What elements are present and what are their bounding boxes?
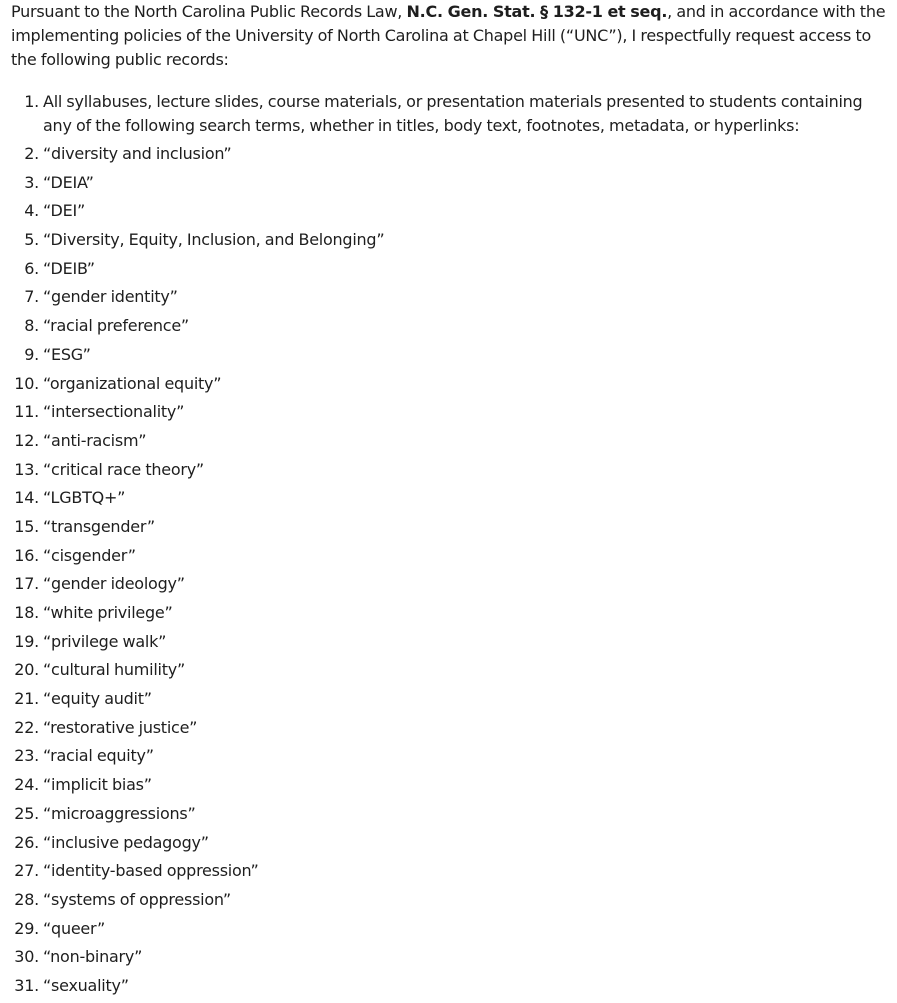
statute-citation: N.C. Gen. Stat. § 132-1 et seq. <box>406 2 668 21</box>
list-item-request <box>0 90 897 138</box>
list-item-term <box>0 744 897 768</box>
list-item-text: “sexuality” <box>43 975 129 995</box>
list-item-text: “anti-racism” <box>43 430 147 450</box>
list-item-number: 17. <box>14 574 39 594</box>
list-item-term <box>0 802 897 826</box>
list-item-number: 1. <box>24 92 39 111</box>
list-item-term <box>0 888 897 912</box>
list-item-text: “white privilege” <box>43 603 173 622</box>
list-item-number: 7. <box>24 287 39 307</box>
intro-paragraph <box>11 0 891 72</box>
list-item-text: “racial equity” <box>43 746 154 766</box>
list-item-term <box>0 257 897 281</box>
list-item-text: “inclusive pedagogy” <box>43 832 209 852</box>
list-item-term <box>0 142 897 166</box>
list-item-term <box>0 228 897 252</box>
list-item-number: 26. <box>14 832 39 852</box>
list-item-text: “restorative justice” <box>43 717 198 737</box>
list-item-term <box>0 658 897 682</box>
list-item-number: 29. <box>14 918 39 938</box>
list-item-text: “cisgender” <box>43 545 136 565</box>
list-item-text: “systems of oppression” <box>43 889 231 909</box>
list-item-term <box>0 400 897 424</box>
list-item-term <box>0 458 897 482</box>
list-item-term <box>0 429 897 453</box>
list-item-text: “equity audit” <box>43 689 152 709</box>
list-item-number: 18. <box>14 603 39 622</box>
list-item-term <box>0 917 897 941</box>
intro-text-pre: Pursuant to the North Carolina Public Records Law, <box>11 2 407 21</box>
list-item-text: “implicit bias” <box>43 775 152 795</box>
list-item-term <box>0 630 897 654</box>
list-item-text: “privilege walk” <box>43 631 167 651</box>
list-item-number: 2. <box>24 144 39 163</box>
list-item-number: 15. <box>14 516 39 536</box>
list-item-number: 8. <box>24 316 39 336</box>
list-item-number: 23. <box>14 746 39 766</box>
list-item-term <box>0 716 897 740</box>
list-item-number: 28. <box>14 889 39 909</box>
list-item-term <box>0 199 897 223</box>
list-item-term <box>0 314 897 338</box>
list-item-text: “Diversity, Equity, Inclusion, and Belonging” <box>43 230 385 250</box>
list-item-number: 14. <box>14 488 39 508</box>
list-item-term <box>0 572 897 596</box>
list-item-text: “critical race theory” <box>43 459 204 479</box>
list-item-number: 3. <box>24 172 39 192</box>
list-item-text: “non-binary” <box>43 947 143 967</box>
list-item-text: “identity-based oppression” <box>43 861 259 881</box>
list-item-term <box>0 372 897 396</box>
list-item-number: 16. <box>14 545 39 565</box>
list-item-number: 27. <box>14 861 39 881</box>
list-item-term <box>0 831 897 855</box>
list-item-number: 9. <box>24 344 39 364</box>
list-item-term <box>0 285 897 309</box>
list-item-term <box>0 601 897 625</box>
list-item-term <box>0 945 897 969</box>
list-item-number: 19. <box>14 631 39 651</box>
list-item-number: 4. <box>24 201 39 221</box>
list-item-text: “transgender” <box>43 516 155 536</box>
list-item-text: “intersectionality” <box>43 402 185 422</box>
list-item-term <box>0 773 897 797</box>
list-item-text: “ESG” <box>43 344 91 364</box>
list-item-number: 21. <box>14 689 39 709</box>
list-item-number: 10. <box>14 373 39 393</box>
list-item-number: 30. <box>14 947 39 967</box>
list-item-text: All syllabuses, lecture slides, course materials, or presentation materials presented to students containing any of the following search terms, whether in titles, body text, footnotes, metadata, or hyperlinks: <box>43 92 863 135</box>
list-item-number: 25. <box>14 803 39 823</box>
list-item-text: “DEIA” <box>43 172 94 192</box>
list-item-number: 12. <box>14 430 39 450</box>
list-item-number: 5. <box>24 230 39 250</box>
list-item-number: 24. <box>14 775 39 795</box>
list-item-number: 20. <box>14 660 39 680</box>
list-item-text: “racial preference” <box>43 316 189 336</box>
list-item-term <box>0 171 897 195</box>
list-item-number: 13. <box>14 459 39 479</box>
list-item-number: 22. <box>14 717 39 737</box>
list-item-text: “DEIB” <box>43 258 95 278</box>
list-item-term <box>0 343 897 367</box>
list-item-text: “gender identity” <box>43 287 178 307</box>
list-item-text: “microaggressions” <box>43 803 196 823</box>
list-item-term <box>0 544 897 568</box>
list-item-term <box>0 974 897 998</box>
intro-text-post: , and in accordance with the implementing policies of the University of North Carolina at Chapel Hill (“UNC”), I respectfully request access to the following public records: <box>11 2 886 69</box>
list-item-text: “LGBTQ+” <box>43 488 126 508</box>
list-item-term <box>0 486 897 510</box>
list-item-number: 31. <box>14 975 39 995</box>
search-terms-list <box>0 90 897 1003</box>
list-item-number: 6. <box>24 258 39 278</box>
list-item-number: 11. <box>14 402 39 422</box>
list-item-term <box>0 515 897 539</box>
list-item-text: “DEI” <box>43 201 85 221</box>
list-item-text: “diversity and inclusion” <box>43 144 232 163</box>
list-item-text: “cultural humility” <box>43 660 185 680</box>
list-item-term <box>0 687 897 711</box>
list-item-text: “organizational equity” <box>43 373 222 393</box>
list-item-text: “gender ideology” <box>43 574 185 594</box>
list-item-text: “queer” <box>43 918 106 938</box>
list-item-term <box>0 859 897 883</box>
